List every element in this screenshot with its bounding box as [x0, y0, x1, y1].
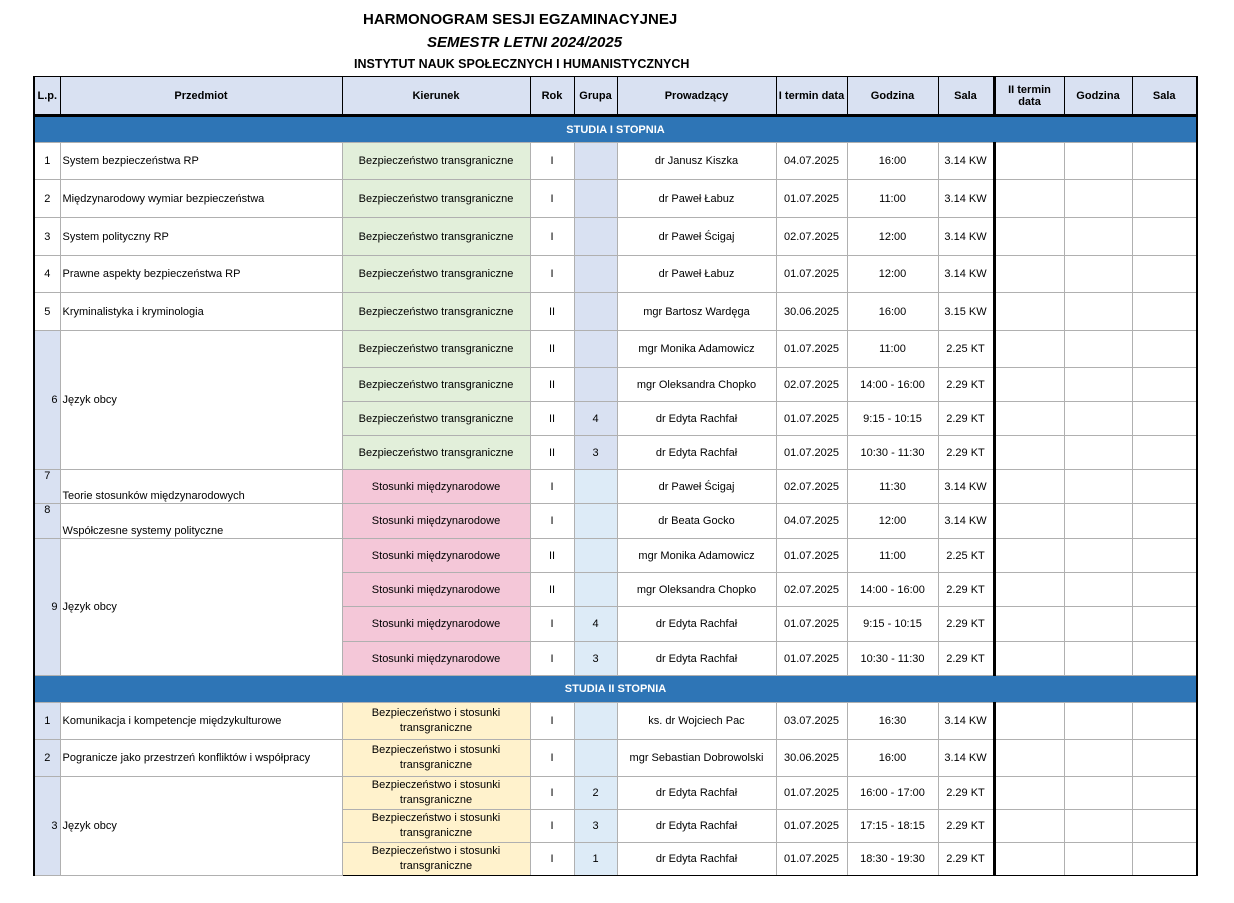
- first-term-date: 01.07.2025: [776, 180, 847, 218]
- group-cell: 4: [574, 402, 617, 436]
- year-cell: II: [530, 539, 574, 573]
- second-term-room: [1132, 539, 1197, 573]
- year-cell: I: [530, 218, 574, 256]
- year-cell: II: [530, 368, 574, 402]
- lecturer-cell: dr Janusz Kiszka: [617, 143, 776, 180]
- group-cell: 3: [574, 436, 617, 470]
- second-term-date: [994, 843, 1064, 876]
- first-term-date: 02.07.2025: [776, 368, 847, 402]
- second-term-time: [1064, 368, 1132, 402]
- first-term-room: 2.29 KT: [938, 642, 994, 676]
- field-of-study: Bezpieczeństwo transgraniczne: [342, 293, 530, 331]
- lecturer-cell: mgr Monika Adamowicz: [617, 539, 776, 573]
- field-of-study: Bezpieczeństwo transgraniczne: [342, 218, 530, 256]
- col-header-grupa: Grupa: [574, 77, 617, 116]
- first-term-time: 10:30 - 11:30: [847, 642, 938, 676]
- first-term-room: 2.25 KT: [938, 539, 994, 573]
- second-term-time: [1064, 607, 1132, 642]
- first-term-date: 01.07.2025: [776, 256, 847, 293]
- year-cell: I: [530, 504, 574, 539]
- second-term-time: [1064, 143, 1132, 180]
- first-term-date: 01.07.2025: [776, 777, 847, 810]
- first-term-date: 30.06.2025: [776, 740, 847, 777]
- second-term-room: [1132, 143, 1197, 180]
- row-number: 2: [34, 740, 60, 777]
- first-term-time: 9:15 - 10:15: [847, 402, 938, 436]
- second-term-room: [1132, 293, 1197, 331]
- table-row: [34, 218, 1197, 256]
- first-term-room: 3.14 KW: [938, 180, 994, 218]
- second-term-time: [1064, 331, 1132, 368]
- row-number: 1: [34, 703, 60, 740]
- first-term-room: 3.14 KW: [938, 470, 994, 504]
- first-term-room: 2.25 KT: [938, 331, 994, 368]
- first-term-date: 01.07.2025: [776, 642, 847, 676]
- second-term-time: [1064, 777, 1132, 810]
- first-term-time: 11:30: [847, 470, 938, 504]
- group-cell: [574, 470, 617, 504]
- lecturer-cell: dr Paweł Ścigaj: [617, 470, 776, 504]
- col-header-lp: L.p.: [34, 77, 60, 116]
- first-term-room: 2.29 KT: [938, 843, 994, 876]
- first-term-room: 3.14 KW: [938, 218, 994, 256]
- second-term-room: [1132, 504, 1197, 539]
- field-of-study: Bezpieczeństwo i stosunki transgraniczne: [342, 843, 530, 876]
- second-term-room: [1132, 573, 1197, 607]
- row-number: 6: [34, 331, 60, 470]
- first-term-time: 9:15 - 10:15: [847, 607, 938, 642]
- first-term-date: 04.07.2025: [776, 504, 847, 539]
- col-header-godzina-2: Godzina: [1064, 77, 1132, 116]
- field-of-study: Stosunki międzynarodowe: [342, 607, 530, 642]
- second-term-room: [1132, 810, 1197, 843]
- document-header: [0, 0, 1234, 75]
- first-term-date: 01.07.2025: [776, 331, 847, 368]
- table-row: [34, 539, 1197, 573]
- table-row: [34, 293, 1197, 331]
- field-of-study: Bezpieczeństwo transgraniczne: [342, 368, 530, 402]
- table-row: [34, 740, 1197, 777]
- second-term-room: [1132, 740, 1197, 777]
- first-term-date: 01.07.2025: [776, 810, 847, 843]
- first-term-room: 3.15 KW: [938, 293, 994, 331]
- first-term-date: 01.07.2025: [776, 539, 847, 573]
- lecturer-cell: mgr Oleksandra Chopko: [617, 368, 776, 402]
- year-cell: II: [530, 402, 574, 436]
- lecturer-cell: dr Edyta Rachfał: [617, 777, 776, 810]
- first-term-room: 2.29 KT: [938, 436, 994, 470]
- first-term-room: 2.29 KT: [938, 402, 994, 436]
- subject-name: Język obcy: [60, 777, 342, 876]
- second-term-time: [1064, 436, 1132, 470]
- second-term-time: [1064, 703, 1132, 740]
- lecturer-cell: dr Edyta Rachfał: [617, 402, 776, 436]
- second-term-date: [994, 810, 1064, 843]
- first-term-date: 02.07.2025: [776, 470, 847, 504]
- second-term-time: [1064, 470, 1132, 504]
- lecturer-cell: mgr Monika Adamowicz: [617, 331, 776, 368]
- table-row: [34, 143, 1197, 180]
- col-header-ii-termin-data: II termin data: [994, 77, 1064, 116]
- field-of-study: Bezpieczeństwo transgraniczne: [342, 436, 530, 470]
- subject-name: Kryminalistyka i kryminologia: [60, 293, 342, 331]
- second-term-date: [994, 740, 1064, 777]
- lecturer-cell: mgr Oleksandra Chopko: [617, 573, 776, 607]
- lecturer-cell: dr Paweł Ścigaj: [617, 218, 776, 256]
- section-header-row: [34, 116, 1197, 143]
- year-cell: II: [530, 436, 574, 470]
- row-number: 7: [34, 470, 60, 504]
- first-term-date: 30.06.2025: [776, 293, 847, 331]
- first-term-room: 3.14 KW: [938, 504, 994, 539]
- group-cell: 3: [574, 810, 617, 843]
- subject-name: Język obcy: [60, 539, 342, 676]
- first-term-time: 18:30 - 19:30: [847, 843, 938, 876]
- first-term-time: 14:00 - 16:00: [847, 573, 938, 607]
- col-header-kierunek: Kierunek: [342, 77, 530, 116]
- second-term-date: [994, 539, 1064, 573]
- document-title: HARMONOGRAM SESJI EGZAMINACYJNEJ: [363, 11, 678, 28]
- first-term-time: 11:00: [847, 331, 938, 368]
- subject-name: Język obcy: [60, 331, 342, 470]
- row-number: 9: [34, 539, 60, 676]
- second-term-room: [1132, 180, 1197, 218]
- second-term-time: [1064, 843, 1132, 876]
- lecturer-cell: dr Edyta Rachfał: [617, 810, 776, 843]
- second-term-room: [1132, 436, 1197, 470]
- second-term-time: [1064, 180, 1132, 218]
- section-title: STUDIA I STOPNIA: [34, 116, 1197, 143]
- first-term-room: 3.14 KW: [938, 740, 994, 777]
- table-row: [34, 256, 1197, 293]
- col-header-sala-2: Sala: [1132, 77, 1197, 116]
- row-number: 8: [34, 504, 60, 539]
- first-term-time: 16:00: [847, 143, 938, 180]
- year-cell: I: [530, 256, 574, 293]
- second-term-time: [1064, 218, 1132, 256]
- year-cell: I: [530, 703, 574, 740]
- first-term-room: 3.14 KW: [938, 703, 994, 740]
- first-term-room: 2.29 KT: [938, 777, 994, 810]
- second-term-date: [994, 368, 1064, 402]
- group-cell: [574, 218, 617, 256]
- field-of-study: Stosunki międzynarodowe: [342, 470, 530, 504]
- second-term-room: [1132, 368, 1197, 402]
- second-term-room: [1132, 402, 1197, 436]
- header-row: [34, 77, 1197, 116]
- table-row: [34, 703, 1197, 740]
- field-of-study: Bezpieczeństwo transgraniczne: [342, 143, 530, 180]
- first-term-room: 2.29 KT: [938, 573, 994, 607]
- group-cell: 2: [574, 777, 617, 810]
- field-of-study: Bezpieczeństwo i stosunki transgraniczne: [342, 810, 530, 843]
- first-term-date: 02.07.2025: [776, 573, 847, 607]
- second-term-room: [1132, 777, 1197, 810]
- first-term-room: 2.29 KT: [938, 607, 994, 642]
- second-term-date: [994, 607, 1064, 642]
- subject-name: Prawne aspekty bezpieczeństwa RP: [60, 256, 342, 293]
- second-term-time: [1064, 573, 1132, 607]
- first-term-time: 16:00: [847, 740, 938, 777]
- second-term-date: [994, 703, 1064, 740]
- subject-name: Międzynarodowy wymiar bezpieczeństwa: [60, 180, 342, 218]
- row-number: 4: [34, 256, 60, 293]
- group-cell: [574, 143, 617, 180]
- first-term-room: 3.14 KW: [938, 256, 994, 293]
- col-header-prowadzacy: Prowadzący: [617, 77, 776, 116]
- group-cell: 3: [574, 642, 617, 676]
- first-term-date: 04.07.2025: [776, 143, 847, 180]
- year-cell: I: [530, 843, 574, 876]
- first-term-room: 2.29 KT: [938, 368, 994, 402]
- section-title: STUDIA II STOPNIA: [34, 676, 1197, 703]
- year-cell: II: [530, 573, 574, 607]
- lecturer-cell: ks. dr Wojciech Pac: [617, 703, 776, 740]
- field-of-study: Stosunki międzynarodowe: [342, 642, 530, 676]
- row-number: 3: [34, 218, 60, 256]
- first-term-time: 14:00 - 16:00: [847, 368, 938, 402]
- lecturer-cell: dr Paweł Łabuz: [617, 180, 776, 218]
- row-number: 2: [34, 180, 60, 218]
- group-cell: 4: [574, 607, 617, 642]
- field-of-study: Bezpieczeństwo i stosunki transgraniczne: [342, 777, 530, 810]
- second-term-room: [1132, 218, 1197, 256]
- col-header-godzina: Godzina: [847, 77, 938, 116]
- year-cell: I: [530, 810, 574, 843]
- second-term-time: [1064, 642, 1132, 676]
- second-term-date: [994, 402, 1064, 436]
- lecturer-cell: dr Edyta Rachfał: [617, 436, 776, 470]
- group-cell: [574, 740, 617, 777]
- col-header-i-termin-data: I termin data: [776, 77, 847, 116]
- first-term-time: 12:00: [847, 504, 938, 539]
- subject-name: System bezpieczeństwa RP: [60, 143, 342, 180]
- group-cell: [574, 504, 617, 539]
- field-of-study: Bezpieczeństwo transgraniczne: [342, 180, 530, 218]
- second-term-date: [994, 293, 1064, 331]
- lecturer-cell: dr Beata Gocko: [617, 504, 776, 539]
- col-header-przedmiot: Przedmiot: [60, 77, 342, 116]
- group-cell: [574, 368, 617, 402]
- exam-schedule-table: [33, 76, 1198, 876]
- first-term-time: 12:00: [847, 256, 938, 293]
- col-header-sala: Sala: [938, 77, 994, 116]
- second-term-date: [994, 642, 1064, 676]
- second-term-time: [1064, 256, 1132, 293]
- field-of-study: Stosunki międzynarodowe: [342, 539, 530, 573]
- table-row: [34, 180, 1197, 218]
- second-term-date: [994, 504, 1064, 539]
- second-term-time: [1064, 810, 1132, 843]
- year-cell: I: [530, 470, 574, 504]
- first-term-time: 16:30: [847, 703, 938, 740]
- subject-name: Komunikacja i kompetencje międzykulturowe: [60, 703, 342, 740]
- year-cell: I: [530, 180, 574, 218]
- col-header-rok: Rok: [530, 77, 574, 116]
- first-term-date: 01.07.2025: [776, 843, 847, 876]
- field-of-study: Stosunki międzynarodowe: [342, 504, 530, 539]
- group-cell: [574, 331, 617, 368]
- second-term-time: [1064, 504, 1132, 539]
- second-term-room: [1132, 331, 1197, 368]
- table-row: [34, 777, 1197, 810]
- field-of-study: Bezpieczeństwo transgraniczne: [342, 331, 530, 368]
- table-row: [34, 331, 1197, 368]
- group-cell: [574, 256, 617, 293]
- year-cell: I: [530, 642, 574, 676]
- first-term-date: 01.07.2025: [776, 402, 847, 436]
- second-term-date: [994, 218, 1064, 256]
- second-term-date: [994, 331, 1064, 368]
- first-term-room: 2.29 KT: [938, 810, 994, 843]
- second-term-time: [1064, 293, 1132, 331]
- year-cell: I: [530, 740, 574, 777]
- year-cell: I: [530, 777, 574, 810]
- row-number: 1: [34, 143, 60, 180]
- group-cell: [574, 703, 617, 740]
- row-number: 3: [34, 777, 60, 876]
- lecturer-cell: dr Edyta Rachfał: [617, 843, 776, 876]
- first-term-date: 02.07.2025: [776, 218, 847, 256]
- subject-name: Pogranicze jako przestrzeń konfliktów i współpracy: [60, 740, 342, 777]
- second-term-room: [1132, 607, 1197, 642]
- first-term-room: 3.14 KW: [938, 143, 994, 180]
- second-term-date: [994, 470, 1064, 504]
- field-of-study: Bezpieczeństwo transgraniczne: [342, 256, 530, 293]
- first-term-time: 17:15 - 18:15: [847, 810, 938, 843]
- second-term-time: [1064, 402, 1132, 436]
- second-term-date: [994, 143, 1064, 180]
- second-term-room: [1132, 256, 1197, 293]
- year-cell: I: [530, 143, 574, 180]
- semester-title: SEMESTR LETNI 2024/2025: [427, 34, 623, 51]
- first-term-time: 16:00 - 17:00: [847, 777, 938, 810]
- lecturer-cell: dr Paweł Łabuz: [617, 256, 776, 293]
- field-of-study: Bezpieczeństwo transgraniczne: [342, 402, 530, 436]
- second-term-date: [994, 180, 1064, 218]
- second-term-date: [994, 436, 1064, 470]
- second-term-room: [1132, 703, 1197, 740]
- institute-title: INSTYTUT NAUK SPOŁECZNYCH I HUMANISTYCZNYCH: [354, 57, 690, 71]
- year-cell: I: [530, 607, 574, 642]
- field-of-study: Stosunki międzynarodowe: [342, 573, 530, 607]
- lecturer-cell: dr Edyta Rachfał: [617, 642, 776, 676]
- field-of-study: Bezpieczeństwo i stosunki transgraniczne: [342, 740, 530, 777]
- year-cell: II: [530, 293, 574, 331]
- second-term-date: [994, 573, 1064, 607]
- group-cell: [574, 573, 617, 607]
- first-term-time: 11:00: [847, 180, 938, 218]
- table-row: [34, 470, 1197, 504]
- row-number: 5: [34, 293, 60, 331]
- subject-name: System polityczny RP: [60, 218, 342, 256]
- lecturer-cell: dr Edyta Rachfał: [617, 607, 776, 642]
- first-term-date: 01.07.2025: [776, 436, 847, 470]
- first-term-date: 03.07.2025: [776, 703, 847, 740]
- first-term-time: 11:00: [847, 539, 938, 573]
- second-term-date: [994, 777, 1064, 810]
- second-term-time: [1064, 539, 1132, 573]
- group-cell: [574, 293, 617, 331]
- table-row: [34, 504, 1197, 539]
- section-header-row: [34, 676, 1197, 703]
- group-cell: [574, 180, 617, 218]
- group-cell: [574, 539, 617, 573]
- first-term-time: 16:00: [847, 293, 938, 331]
- first-term-date: 01.07.2025: [776, 607, 847, 642]
- second-term-room: [1132, 843, 1197, 876]
- first-term-time: 10:30 - 11:30: [847, 436, 938, 470]
- second-term-date: [994, 256, 1064, 293]
- field-of-study: Bezpieczeństwo i stosunki transgraniczne: [342, 703, 530, 740]
- group-cell: 1: [574, 843, 617, 876]
- second-term-room: [1132, 642, 1197, 676]
- lecturer-cell: mgr Sebastian Dobrowolski: [617, 740, 776, 777]
- lecturer-cell: mgr Bartosz Wardęga: [617, 293, 776, 331]
- second-term-time: [1064, 740, 1132, 777]
- year-cell: II: [530, 331, 574, 368]
- subject-name: Współczesne systemy polityczne: [60, 504, 342, 539]
- second-term-room: [1132, 470, 1197, 504]
- subject-name: Teorie stosunków międzynarodowych: [60, 470, 342, 504]
- first-term-time: 12:00: [847, 218, 938, 256]
